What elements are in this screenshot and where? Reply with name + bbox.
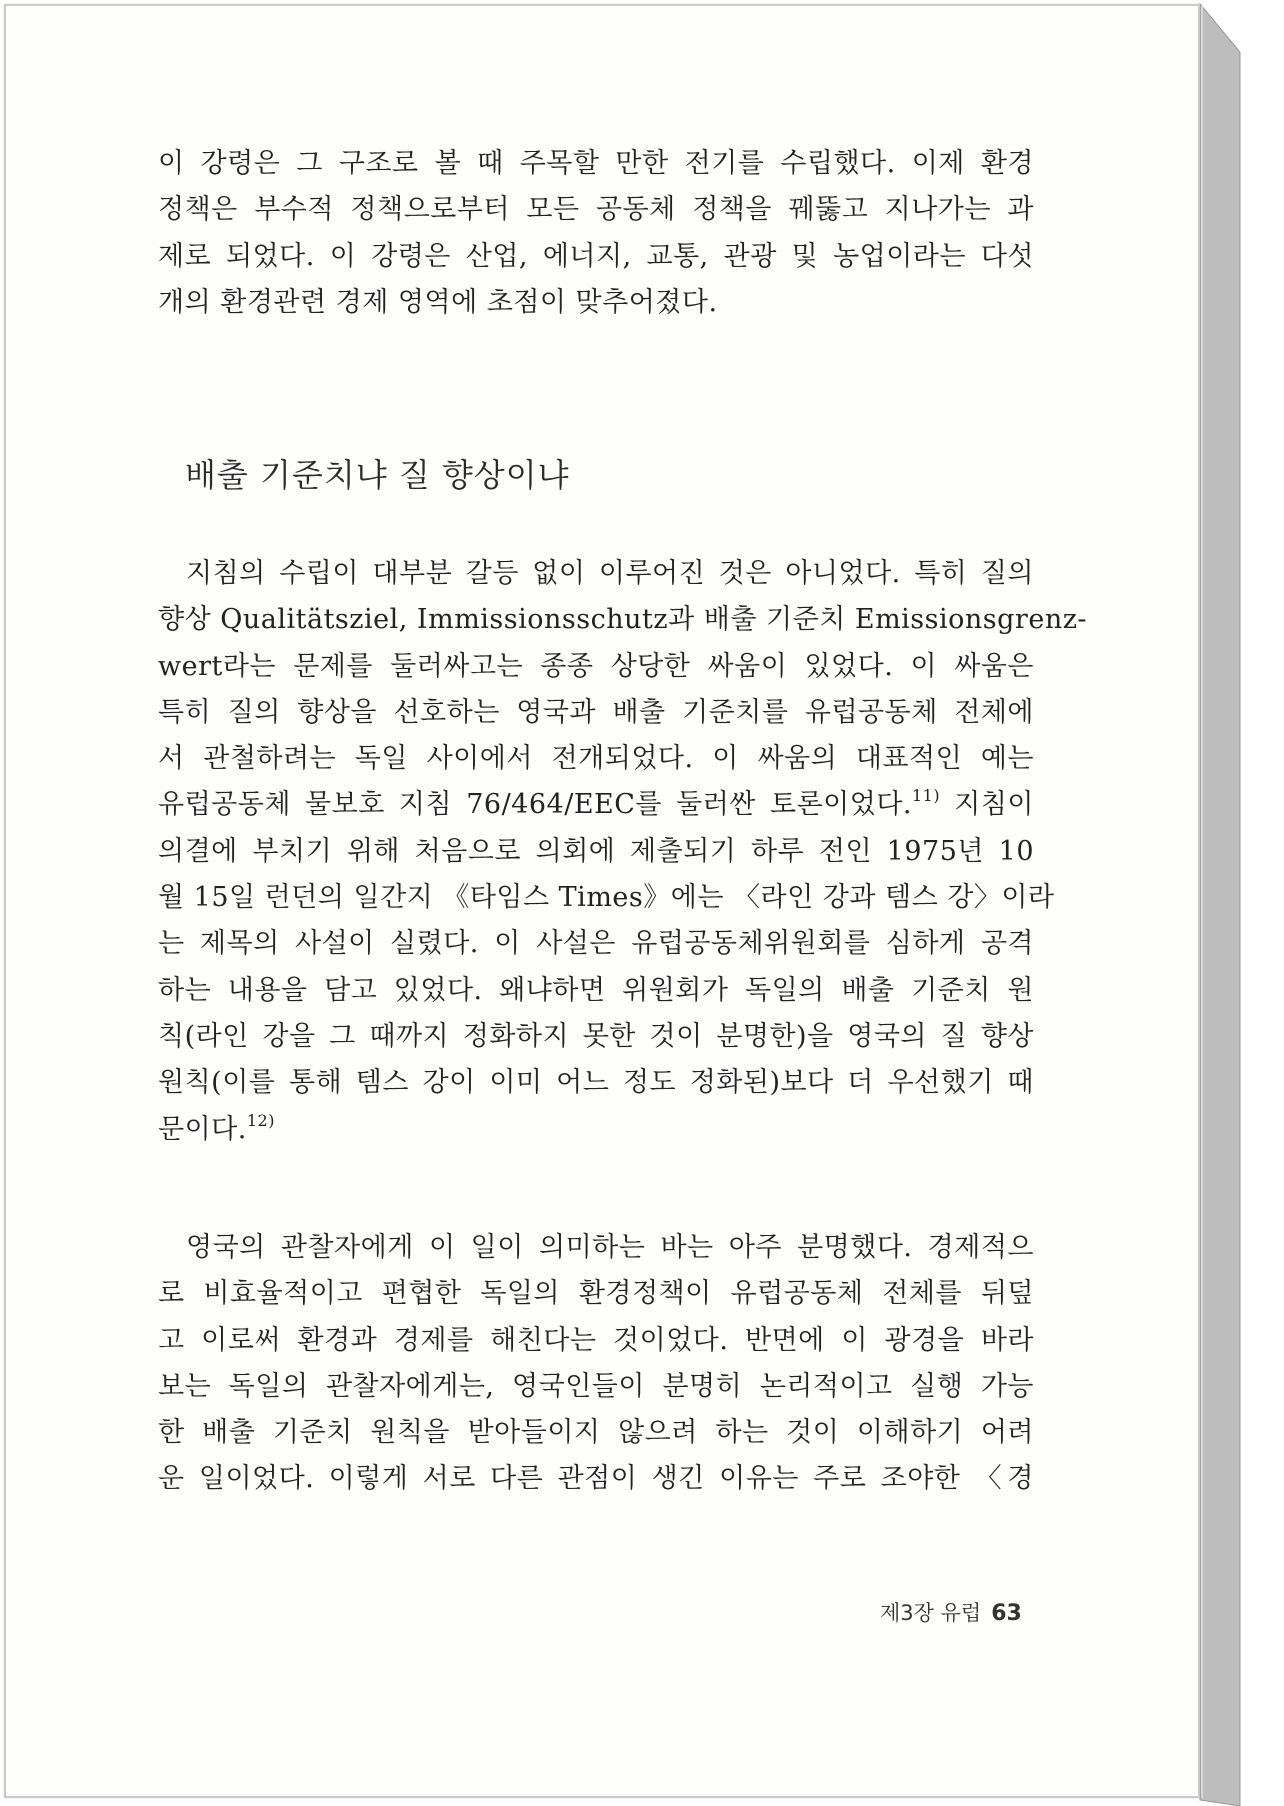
text-line: 하는 내용을 담고 있었다. 왜냐하면 위원회가 독일의 배출 기준치 원: [158, 974, 1034, 1006]
text-line: 특히 질의 향상을 선호하는 영국과 배출 기준치를 유럽공동체 전체에: [158, 696, 1034, 728]
footnote-marker: 12): [246, 1110, 275, 1130]
footnote-marker: 11): [912, 786, 941, 806]
text-segment: 지침이: [954, 789, 1034, 821]
book-edge-face: [1200, 4, 1240, 1806]
text-line: 개의 환경관련 경제 영역에 초점이 맞추어졌다.: [158, 286, 718, 318]
text-line-with-footnote: [158, 782, 1034, 828]
text-line: 월 15일 런던의 일간지 《타임스 Times》에는 〈라인 강과 템스 강〉이라: [158, 882, 1055, 914]
text-line: 로 비효율적이고 편협한 독일의 환경정책이 유럽공동체 전체를 뒤덮: [158, 1278, 1034, 1310]
text-line: 지침의 수립이 대부분 갈등 없이 이루어진 것은 아니었다. 특히 질의: [186, 558, 1034, 589]
text-line: 는 제목의 사설이 실렸다. 이 사설은 유럽공동체위원회를 심하게 공격: [158, 928, 1034, 960]
text-line: 원칙(이를 통해 템스 강이 이미 어느 정도 정화된)보다 더 우선했기 때: [158, 1067, 1034, 1099]
text-line: 한 배출 기준치 원칙을 받아들이지 않으려 하는 것이 이해하기 어려: [158, 1417, 1034, 1449]
text-line: 서 관철하려는 독일 사이에서 전개되었다. 이 싸움의 대표적인 예는: [158, 743, 1034, 775]
text-line: 운 일이었다. 이렇게 서로 다른 관점이 생긴 이유는 주로 조야한 〈경: [158, 1463, 1034, 1495]
text-line: 영국의 관찰자에게 이 일이 의미하는 바는 아주 분명했다. 경제적으: [186, 1232, 1034, 1263]
paragraph-standards: [158, 551, 1088, 1153]
text-line-with-footnote: [158, 1107, 1034, 1153]
chapter-label: 제3장 유럽: [880, 1601, 982, 1625]
text-line: 향상 Qualitätsziel, Immissionsschutz과 배출 기준치 Emissionsgrenz-: [158, 604, 1088, 636]
text-line: 의결에 부치기 위해 처음으로 의회에 제출되기 하루 전인 1975년 10: [158, 835, 1034, 867]
text-line: 이 강령은 그 구조로 볼 때 주목할 만한 전기를 수립했다. 이제 환경: [158, 148, 1034, 179]
section-heading: 배출 기준치냐 질 향상이냐: [185, 456, 570, 494]
text-segment: 문이다.: [158, 1113, 247, 1145]
text-line: wert라는 문제를 둘러싸고는 종종 상당한 싸움이 있었다. 이 싸움은: [158, 650, 1034, 682]
page-footer: [880, 1597, 1022, 1627]
text-line: 제로 되었다. 이 강령은 산업, 에너지, 교통, 관광 및 농업이라는 다섯: [158, 240, 1034, 272]
text-segment: 유럽공동체 물보호 지침 76/464/EEC를 둘러싼 토론이었다.: [158, 789, 912, 821]
page-number: 63: [991, 1601, 1022, 1626]
text-line: 칙(라인 강을 그 때까지 정화하지 못한 것이 분명한)을 영국의 질 향상: [158, 1020, 1034, 1052]
text-line: 고 이로써 환경과 경제를 해친다는 것이었다. 반면에 이 광경을 바라: [158, 1324, 1034, 1356]
paragraph-observers: [158, 1225, 1034, 1503]
text-line: 보는 독일의 관찰자에게는, 영국인들이 분명히 논리적이고 실행 가능: [158, 1370, 1034, 1402]
text-line: 정책은 부수적 정책으로부터 모든 공동체 정책을 꿰뚫고 지나가는 과: [158, 194, 1034, 226]
paragraph-intro: [158, 141, 1034, 326]
book-edge-outline: [1200, 4, 1240, 1806]
